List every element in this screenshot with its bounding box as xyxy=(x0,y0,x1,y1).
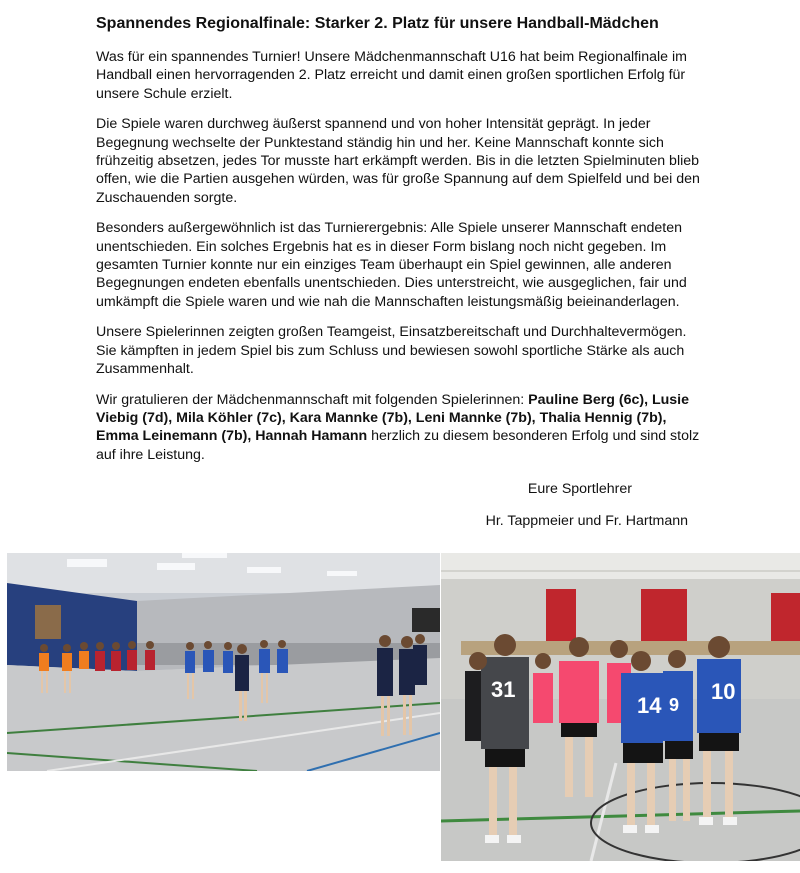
jersey-number-10: 10 xyxy=(711,679,736,704)
paragraph-result: Besonders außergewöhnlich ist das Turnierergebnis: Alle Spiele unserer Mannschaft endeten unentschieden. Ein solches Ergebnis hat es in dieser Form bislang noch nicht gegeben. Im gesamten Turnier konnte nur ein einziges Team überhaupt ein Spiel gewinnen, alle anderen Begegnungen endeten ebenfalls unentschieden. Dies unterstreicht, wie ausgeglichen, fair und umkämpft die Spiele waren und wie nah die Mannschaften leistungsmäßig beieinanderlagen. xyxy=(96,220,687,310)
congrats-outro: herzlich zu diesem besonderen Erfolg und sind stolz auf ihre Leistung. xyxy=(96,428,700,463)
photo-huddle-illustration xyxy=(441,553,800,861)
paragraph-congratulations xyxy=(96,391,708,465)
signature-names: Hr. Tappmeier und Fr. Hartmann xyxy=(485,513,688,530)
paragraph-teamspirit: Unsere Spielerinnen zeigten großen Teamgeist, Einsatzbereitschaft und Durchhaltevermögen. Sie kämpften in jedem Spiel bis zum Schluss und bewiesen sowohl sportliche Stärke als auch Zusammenhalt. xyxy=(96,324,687,378)
article xyxy=(96,14,708,530)
player-31-shirt xyxy=(481,657,529,749)
photo-lineup-illustration xyxy=(7,553,440,771)
jersey-number-14: 14 xyxy=(637,693,662,718)
article-title: Spannendes Regionalfinale: Starker 2. Platz für unsere Handball-Mädchen xyxy=(96,15,659,32)
jersey-number-9: 9 xyxy=(669,695,680,715)
photo-team-lineup xyxy=(7,553,440,771)
paragraph-games: Die Spiele waren durchweg äußerst spannend und von hoher Intensität geprägt. In jeder Begegnung wechselte der Punktestand ständig hin und her. Keine Mannschaft konnte sich frühzeitig absetzen, jedes Tor musste hart erkämpft werden. Bis in die letzten Spielminuten blieb offen, wie die Partien ausgehen würden, was für große Spannung auf dem Spielfeld und bei den Zuschauenden sorgte. xyxy=(96,116,700,206)
photo-team-huddle xyxy=(441,553,800,861)
signature-greeting: Eure Sportlehrer xyxy=(527,481,632,498)
player-list: Pauline Berg (6c), Lusie Viebig (7d), Mila Köhler (7c), Kara Mannke (7b), Leni Mannke (7b), Thalia Hennig (7b), Emma Leinemann (7b), Hannah Hamann xyxy=(96,391,690,445)
congrats-intro: Wir gratulieren der Mädchenmannschaft mit folgenden Spielerinnen: xyxy=(96,391,529,408)
paragraph-intro: Was für ein spannendes Turnier! Unsere Mädchenmannschaft U16 hat beim Regionalfinale im Handball einen hervorragenden 2. Platz erreicht und damit einen großen sportlichen Erfolg für unsere Schule erzielt. xyxy=(96,49,687,102)
jersey-number-31: 31 xyxy=(491,677,516,702)
